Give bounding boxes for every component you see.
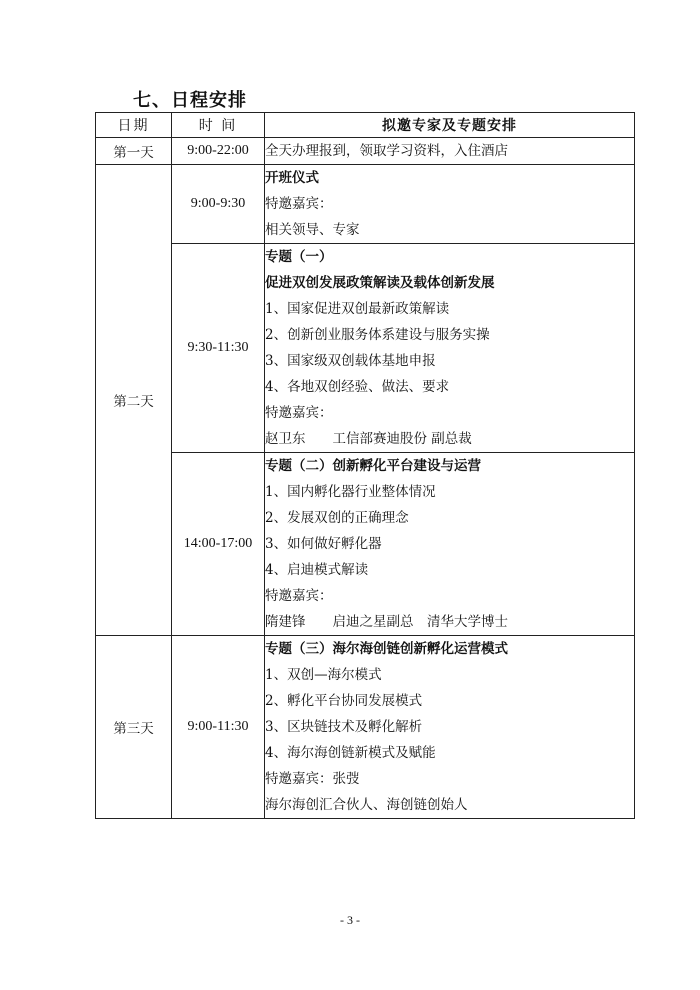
plan-line: 3、如何做好孵化器 bbox=[265, 536, 382, 552]
session-title: 开班仪式 bbox=[265, 170, 319, 186]
plan-line: 1、国家促进双创最新政策解读 bbox=[265, 301, 450, 317]
time-cell: 9:00-11:30 bbox=[172, 636, 265, 819]
session-subtitle: 促进双创发展政策解读及载体创新发展 bbox=[265, 275, 495, 291]
plan-line: 3、区块链技术及孵化解析 bbox=[265, 719, 423, 735]
plan-line: 全天办理报到，领取学习资料，入住酒店 bbox=[265, 143, 508, 159]
plan-cell bbox=[265, 244, 635, 453]
time-cell: 9:00-9:30 bbox=[172, 165, 265, 244]
plan-line: 2、发展双创的正确理念 bbox=[265, 510, 409, 526]
table-row bbox=[96, 244, 635, 453]
schedule-table bbox=[95, 112, 635, 819]
plan-line: 1、双创—海尔模式 bbox=[265, 667, 382, 683]
day-cell: 第一天 bbox=[96, 138, 172, 165]
header-date: 日期 bbox=[96, 113, 172, 138]
day-cell: 第二天 bbox=[96, 165, 172, 636]
plan-cell bbox=[265, 453, 635, 636]
plan-line: 隋建锋 启迪之星副总 清华大学博士 bbox=[265, 614, 508, 630]
session-title: 专题（一） bbox=[265, 249, 333, 265]
plan-line: 2、孵化平台协同发展模式 bbox=[265, 693, 423, 709]
plan-cell bbox=[265, 165, 635, 244]
time-cell: 9:00-22:00 bbox=[172, 138, 265, 165]
plan-line: 4、启迪模式解读 bbox=[265, 562, 369, 578]
plan-line: 海尔海创汇合伙人、海创链创始人 bbox=[265, 797, 468, 813]
plan-line: 赵卫东 工信部赛迪股份 副总裁 bbox=[265, 431, 472, 447]
plan-line: 特邀嘉宾： bbox=[265, 588, 333, 604]
page-number: - 3 - bbox=[340, 913, 360, 927]
session-title: 专题（三）海尔海创链创新孵化运营模式 bbox=[265, 641, 508, 657]
plan-line: 相关领导、专家 bbox=[265, 222, 360, 238]
table-row bbox=[96, 453, 635, 636]
table-row bbox=[96, 636, 635, 819]
header-plan: 拟邀专家及专题安排 bbox=[265, 113, 635, 138]
day-cell: 第三天 bbox=[96, 636, 172, 819]
table-row bbox=[96, 165, 635, 244]
plan-line: 特邀嘉宾： bbox=[265, 196, 333, 212]
plan-line: 1、国内孵化器行业整体情况 bbox=[265, 484, 436, 500]
table-row bbox=[96, 138, 635, 165]
plan-cell bbox=[265, 636, 635, 819]
section-title: 七、日程安排 bbox=[133, 90, 247, 111]
time-cell: 9:30-11:30 bbox=[172, 244, 265, 453]
plan-line: 特邀嘉宾：张弢 bbox=[265, 771, 360, 787]
plan-line: 特邀嘉宾： bbox=[265, 405, 333, 421]
plan-line: 2、创新创业服务体系建设与服务实操 bbox=[265, 327, 490, 343]
session-title: 专题（二）创新孵化平台建设与运营 bbox=[265, 458, 481, 474]
plan-cell bbox=[265, 138, 635, 165]
table-header-row bbox=[96, 113, 635, 138]
header-time: 时 间 bbox=[172, 113, 265, 138]
time-cell: 14:00-17:00 bbox=[172, 453, 265, 636]
plan-line: 3、国家级双创载体基地申报 bbox=[265, 353, 436, 369]
plan-line: 4、海尔海创链新模式及赋能 bbox=[265, 745, 436, 761]
plan-line: 4、各地双创经验、做法、要求 bbox=[265, 379, 450, 395]
